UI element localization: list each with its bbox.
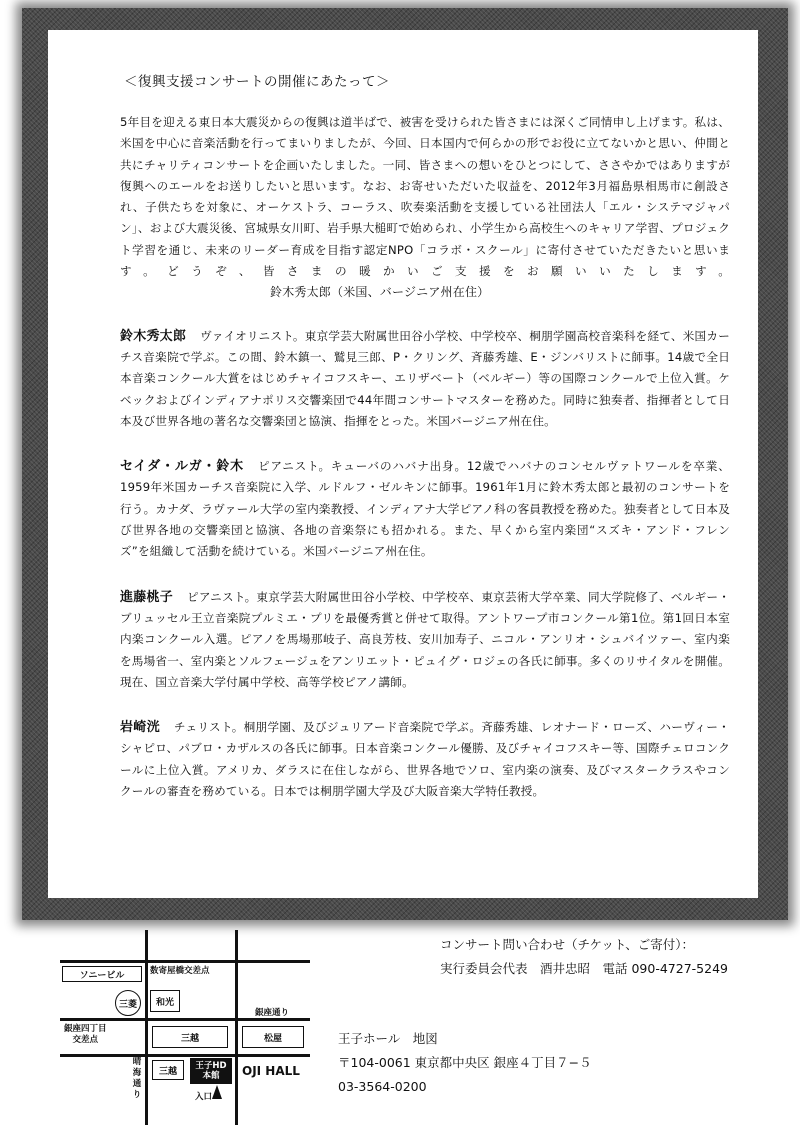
map-ginza4-line2: 交差点	[72, 1035, 99, 1045]
hall-address: 〒104-0061 東京都中央区 銀座４丁目７−５	[338, 1055, 592, 1070]
map-street-lower	[60, 1054, 310, 1057]
map-sukiyabashi-label: 数寄屋橋交差点	[150, 966, 210, 976]
map-sony-building: ソニービル	[62, 966, 142, 982]
bio-suzuki-hidetaro	[120, 326, 730, 432]
bio-seida-suzuki	[120, 456, 730, 562]
map-oji-hall-label: OJI HALL	[242, 1064, 300, 1078]
map-street-middle	[60, 1018, 310, 1021]
map-wako: 和光	[150, 990, 180, 1012]
concert-contact	[440, 933, 728, 981]
map-oji-hd-line2: 本館	[202, 1071, 220, 1081]
contact-heading: コンサート問い合わせ（チケット、ご寄付）：	[440, 937, 695, 952]
bio-text: ヴァイオリニスト。東京学芸大附属世田谷小学校、中学校卒、桐朋学園高校音楽科を経て、米国カーチス音楽院で学ぶ。この間、鈴木鎮一、鷲見三郎、P・クリング、斉藤秀雄、E・ジンバリストに師事。14歳で全日本音楽コンクール大賞をはじめチャイコフスキー、エリザベート（ベルギー）等の国際コンクールで上位入賞。ケベックおよびインディアナポリス交響楽団で44年間コンサートマスターを務めた。同時に独奏者、指揮者として日本及び世界各地の著名な交響楽団と協演、指揮をとった。米国バージニア州在住。	[120, 328, 730, 428]
bio-name: 進藤桃子	[120, 589, 173, 605]
bio-name: 鈴木秀太郎	[120, 328, 187, 344]
map-ginza-dori-label: 銀座通り	[255, 1008, 290, 1018]
bio-name: 岩崎洸	[120, 720, 160, 736]
bio-name: セイダ・ルガ・鈴木	[120, 459, 245, 475]
letter-title: ＜復興支援コンサートの開催にあたって＞	[124, 74, 390, 90]
hall-info	[338, 1027, 592, 1099]
map-harumi-dori-label: 晴海通り	[132, 1057, 142, 1100]
contact-line: 実行委員会代表 酒井忠昭 電話 090-4727-5249	[440, 961, 728, 976]
bio-text: ピアニスト。キューバのハバナ出身。12歳でハバナのコンセルヴァトワールを卒業、1959年米国カーチス音楽院に入学、ルドルフ・ゼルキンに師事。1961年1月に鈴木秀太郎と最初のコンサートを行う。カナダ、ラヴァール大学の室内楽教授、インディアナ大学ピアノ科の客員教授を務めた。独奏者として日本及び世界各地の交響楽団と協演、各地の音楽祭にも招かれる。また、早くから室内楽団“スズキ・アンド・フレンズ”を組織して活動を続けている。米国バージニア州在住。	[120, 459, 730, 559]
map-matsuya: 松屋	[242, 1026, 304, 1048]
bio-shindo-momoko	[120, 587, 730, 693]
map-mitsukoshi-bottom: 三越	[152, 1060, 184, 1080]
bio-iwasaki-ko	[120, 717, 730, 802]
map-oji-hd-line1: 王子HD	[195, 1061, 227, 1071]
map-ginza4-line1: 銀座四丁目	[64, 1024, 107, 1034]
intro-signature: 鈴木秀太郎（米国、バージニア州在住）	[270, 285, 490, 300]
hall-name: 王子ホール 地図	[338, 1031, 438, 1046]
map-ginza4-crossing	[64, 1024, 107, 1046]
bio-text: ピアニスト。東京学芸大附属世田谷小学校、中学校卒、東京芸術大学卒業、同大学院修了、ベルギー・ブリュッセル王立音楽院プルミエ・プリを最優秀賞と併せて取得。アントワープ市コンクール第1位。第1回日本室内楽コンクール入選。ピアノを馬場那岐子、高良芳枝、安川加寿子、ニコル・アンリオ・シュバイツァー、室内楽を馬場省一、室内楽とソルフェージュをアンリエット・ピュイグ・ロジェの各氏に師事。多くのリサイタルを開催。現在、国立音楽大学付属中学校、高等学校ピアノ講師。	[120, 589, 730, 689]
map-entrance-label: 入口	[195, 1092, 213, 1102]
map-entrance-arrow-icon	[212, 1085, 222, 1099]
letter-paper	[48, 30, 758, 898]
venue-map	[60, 930, 315, 1125]
map-mitsubishi: 三菱	[115, 990, 141, 1016]
bio-text: チェリスト。桐朋学園、及びジュリアード音楽院で学ぶ。斉藤秀雄、レオナード・ローズ、ハーヴィー・シャピロ、パブロ・カザルスの各氏に師事。日本音楽コンクール優勝、及びチャイコフスキー等、国際チェロコンクールに上位入賞。アメリカ、ダラスに在住しながら、世界各地でソロ、室内楽の演奏、及びマスタークラスやコンクールの審査を務めている。日本では桐朋学園大学及び大阪音楽大学特任教授。	[120, 720, 730, 799]
map-street-top	[60, 960, 310, 963]
hall-phone: 03-3564-0200	[338, 1079, 427, 1094]
intro-body: 5年目を迎える東日本大震災からの復興は道半ばで、被害を受けられた皆さまには深くご同情申し上げます。私は、米国を中心に音楽活動を行ってまいりましたが、今回、日本国内で何らかの形でお役に立てないかと思い、仲間と共にチャリティコンサートを企画いたしました。一同、皆さまへの想いをひとつにして、ささやかではありますが復興へのエールをお送りしたいと思います。なお、お寄せいただいた収益を、2012年3月福島県相馬市に創設され、子供たちを対象に、オーケストラ、コーラス、吹奏楽活動を支援している社団法人「エル・システマジャパン」、および大震災後、宮城県女川町、岩手県大槌町で始められ、小学生から高校生へのキャリア学習、プロジェクト学習を通じ、未来のリーダー育成を目指す認定NPO「コラボ・スクール」に寄付させていただきたいと思います。どうぞ、皆さまの暖かいご支援をお願いいたします。	[120, 115, 730, 279]
intro-paragraph	[120, 112, 730, 304]
map-mitsukoshi-top: 三越	[152, 1026, 228, 1048]
map-oji-hd-honkan	[190, 1058, 232, 1084]
